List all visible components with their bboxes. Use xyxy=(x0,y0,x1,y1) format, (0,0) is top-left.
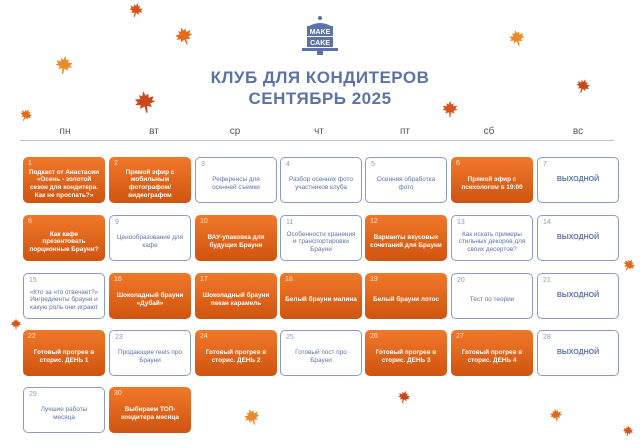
day-event-text: Особенности хранения и транспортировки Брауни xyxy=(286,230,356,253)
weekday-tue: вт xyxy=(149,126,159,137)
day-event-text: Готовый прогрев в сторис. ДЕНЬ 4 xyxy=(461,349,523,364)
day-number: 3 xyxy=(201,161,205,168)
day-number: 17 xyxy=(200,276,208,283)
day-number: 28 xyxy=(543,334,551,341)
calendar-day-24[interactable] xyxy=(195,330,277,376)
make-cake-logo xyxy=(299,14,341,56)
calendar-day-29[interactable] xyxy=(23,387,105,433)
day-event-text: Готовый пост про Брауни xyxy=(295,349,347,364)
day-event-text: Шоколадный брауни «Дубай» xyxy=(116,292,184,307)
weekday-sun: вс xyxy=(572,126,584,137)
day-event-text: Как кафе презентовать порционные Брауни? xyxy=(29,230,99,253)
calendar-day-2[interactable] xyxy=(109,157,191,203)
calendar-day-20[interactable] xyxy=(451,273,533,319)
day-number: 29 xyxy=(29,391,37,398)
day-event-text: Ценообразование для кафе xyxy=(116,234,184,249)
maple-leaf-icon xyxy=(506,27,528,49)
day-off-label: ВЫХОДНОЙ xyxy=(556,292,600,300)
weekday-wed: ср xyxy=(229,126,241,137)
calendar-day-3[interactable] xyxy=(195,157,277,203)
calendar-day-13[interactable] xyxy=(451,215,533,261)
calendar-day-10[interactable] xyxy=(195,215,277,261)
weekday-sat: сб xyxy=(483,126,495,137)
weekday-fri: пт xyxy=(400,126,410,137)
calendar-day-22[interactable] xyxy=(23,330,105,376)
day-event-text: Разбор осенних фото участников клуба xyxy=(289,176,353,191)
logo-text-top: MAKE xyxy=(309,29,331,36)
day-event-text: Референсы для осенней съемки xyxy=(212,176,260,191)
maple-leaf-icon xyxy=(240,405,263,428)
day-off-label: ВЫХОДНОЙ xyxy=(556,234,600,242)
maple-leaf-icon xyxy=(441,100,459,118)
calendar-day-14[interactable] xyxy=(537,215,619,261)
page-title: КЛУБ ДЛЯ КОНДИТЕРОВ xyxy=(210,68,430,87)
day-number: 12 xyxy=(370,218,378,225)
day-number: 7 xyxy=(543,161,547,168)
calendar-day-1[interactable] xyxy=(23,157,105,203)
day-number: 14 xyxy=(543,219,551,226)
calendar-day-8[interactable] xyxy=(23,215,105,261)
day-event-text: ВАУ-упаковка для будущих Брауни xyxy=(207,234,265,249)
day-event-text: Подкаст от Анастасии «Осень - золотой сезон для кондитера. Как не проспать?» xyxy=(28,168,99,199)
day-number: 25 xyxy=(286,334,294,341)
day-event-text: Осенняя обработка фото xyxy=(376,176,436,191)
calendar-day-11[interactable] xyxy=(280,215,362,261)
day-number: 6 xyxy=(456,160,460,167)
calendar-day-25[interactable] xyxy=(280,330,362,376)
weekday-mon: пн xyxy=(59,126,71,137)
maple-leaf-icon xyxy=(395,388,412,405)
logo-text-bottom: CAKE xyxy=(310,40,330,47)
weekday-thu: чт xyxy=(314,126,324,137)
calendar-day-9[interactable] xyxy=(109,215,191,261)
day-event-text: Варианты вкусовых сочетаний для Брауни xyxy=(370,234,442,249)
calendar-day-27[interactable] xyxy=(451,330,533,376)
weekday-header xyxy=(0,126,640,140)
day-event-text: Белый брауни лотос xyxy=(372,296,440,304)
day-event-text: Лучшие работы месяца xyxy=(40,406,88,421)
day-number: 26 xyxy=(370,333,378,340)
day-off-label: ВЫХОДНОЙ xyxy=(556,176,600,184)
day-number: 5 xyxy=(371,161,375,168)
day-event-text: «Кто за что отвечает?» Ингредиенты брауни и какую роль они играют xyxy=(29,288,99,311)
day-number: 15 xyxy=(29,277,37,284)
day-event-text: Продающие reels про Брауни xyxy=(118,349,182,364)
calendar-day-4[interactable] xyxy=(280,157,362,203)
day-number: 9 xyxy=(115,219,119,226)
maple-leaf-icon xyxy=(548,407,564,423)
day-event-text: Готовый прогрев в сторис. ДЕНЬ 1 xyxy=(33,349,95,364)
calendar-day-18[interactable] xyxy=(280,273,362,319)
header-divider xyxy=(20,140,614,141)
day-event-text: Прямой эфир с психологом в 19:00 xyxy=(461,176,523,191)
day-event-text: Шоколадный брауни пекан карамель xyxy=(202,292,270,307)
day-number: 19 xyxy=(370,276,378,283)
day-event-text: Готовый прогрев в сторис. ДЕНЬ 2 xyxy=(205,349,267,364)
calendar-day-7[interactable] xyxy=(537,157,619,203)
day-number: 11 xyxy=(286,219,294,226)
maple-leaf-icon xyxy=(621,424,635,438)
calendar-day-21[interactable] xyxy=(537,273,619,319)
day-number: 27 xyxy=(456,333,464,340)
day-number: 18 xyxy=(285,276,293,283)
maple-leaf-icon xyxy=(10,318,22,330)
day-event-text: Как искать примеры стильных декоров для своих десертов? xyxy=(458,230,526,253)
calendar-day-16[interactable] xyxy=(109,273,191,319)
calendar-day-23[interactable] xyxy=(109,330,191,376)
day-event-text: Выбираем ТОП-кондитера месяца xyxy=(121,406,179,421)
calendar-day-15[interactable] xyxy=(23,273,105,319)
calendar-day-12[interactable] xyxy=(365,215,447,261)
calendar-day-5[interactable] xyxy=(365,157,447,203)
maple-leaf-icon xyxy=(171,23,197,49)
day-number: 16 xyxy=(114,276,122,283)
calendar-day-6[interactable] xyxy=(451,157,533,203)
day-off-label: ВЫХОДНОЙ xyxy=(556,349,600,357)
calendar-day-19[interactable] xyxy=(365,273,447,319)
calendar-day-26[interactable] xyxy=(365,330,447,376)
day-event-text: Прямой эфир с мобильным фотографом/ видеографом xyxy=(125,168,175,199)
day-event-text: Готовый прогрев в сторис. ДЕНЬ 3 xyxy=(375,349,437,364)
calendar-day-17[interactable] xyxy=(195,273,277,319)
day-number: 4 xyxy=(286,161,290,168)
page-subtitle: СЕНТЯБРЬ 2025 xyxy=(248,89,392,108)
day-number: 23 xyxy=(115,334,123,341)
day-number: 10 xyxy=(200,218,208,225)
maple-leaf-icon xyxy=(131,88,159,116)
day-event-text: Тест по теории xyxy=(469,296,515,304)
day-number: 8 xyxy=(28,218,32,225)
maple-leaf-icon xyxy=(126,0,146,20)
day-number: 2 xyxy=(114,160,118,167)
maple-leaf-icon xyxy=(52,53,75,76)
day-number: 22 xyxy=(28,333,36,340)
calendar-day-30[interactable] xyxy=(109,387,191,433)
day-number: 24 xyxy=(200,333,208,340)
day-number: 21 xyxy=(543,277,551,284)
day-number: 30 xyxy=(114,390,122,397)
day-number: 20 xyxy=(457,277,465,284)
day-number: 13 xyxy=(457,219,465,226)
maple-leaf-icon xyxy=(619,255,638,274)
day-number: 1 xyxy=(28,160,32,167)
calendar-day-28[interactable] xyxy=(537,330,619,376)
day-event-text: Белый брауни малина xyxy=(285,296,357,304)
